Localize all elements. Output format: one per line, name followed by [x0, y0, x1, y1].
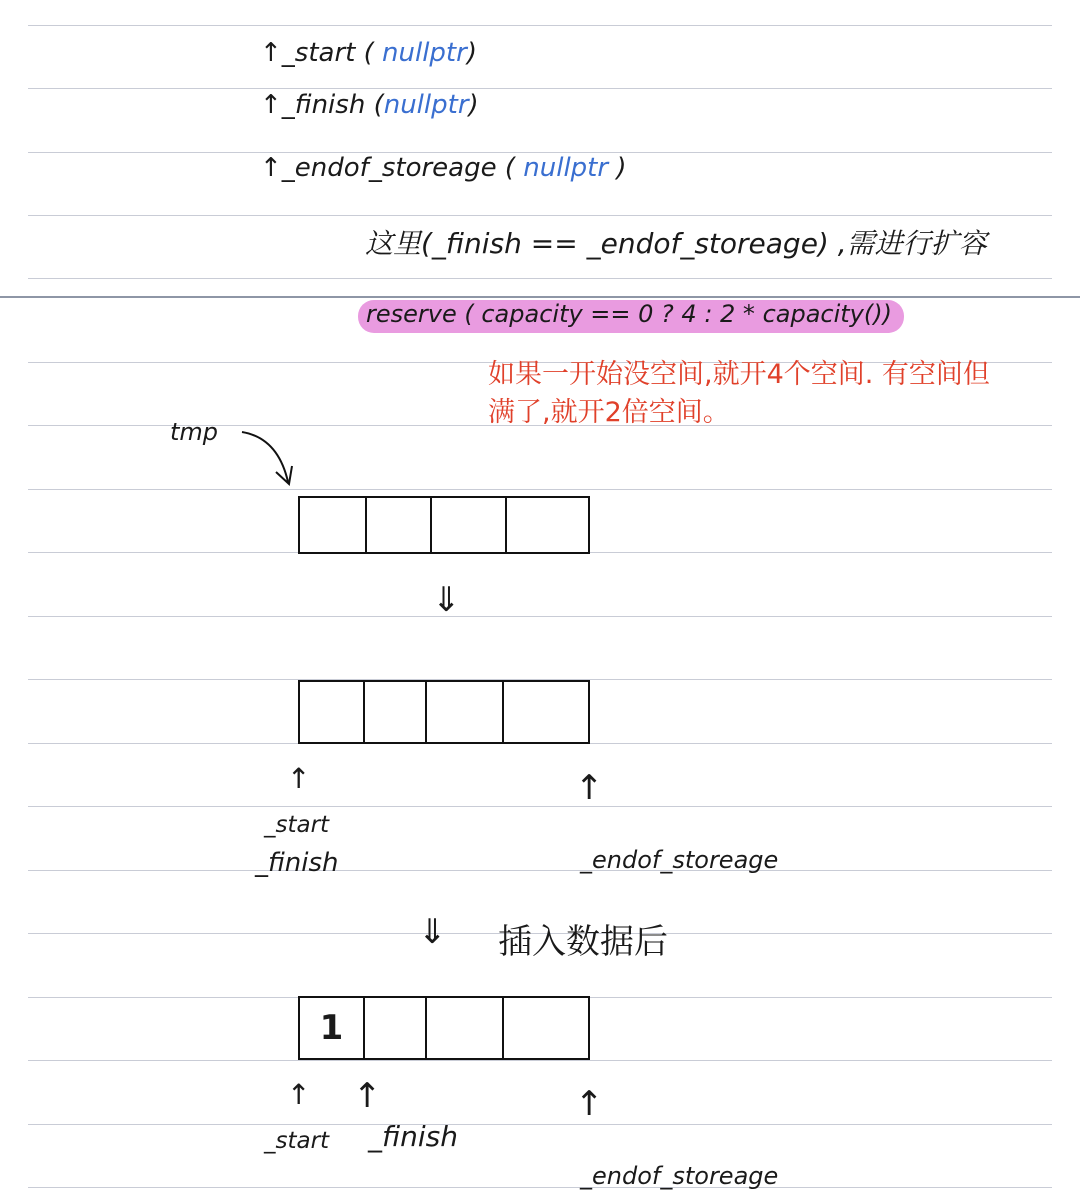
- up-arrow-icon: ↑: [353, 1076, 382, 1116]
- array-cell: [365, 682, 427, 742]
- start-label: _start: [264, 1128, 330, 1154]
- init-start-label: ↑_start (: [260, 38, 374, 68]
- endof-label: _endof_storeage: [580, 1162, 779, 1190]
- init-start: [260, 38, 477, 68]
- finish-label: _finish: [368, 1120, 458, 1153]
- nullptr-value: nullptr: [523, 153, 609, 183]
- ruled-line: [28, 25, 1052, 26]
- ruled-line: [28, 88, 1052, 89]
- paren: ): [468, 90, 479, 120]
- condition-note: 这里(_finish == _endof_storeage) ,需进行扩容: [365, 227, 987, 260]
- tmp-label: tmp: [170, 418, 219, 446]
- ruled-line: [28, 215, 1052, 216]
- reserve-call: reserve ( capacity == 0 ? 4 : 2 * capacity()): [366, 300, 892, 328]
- empty-array: [298, 680, 590, 744]
- explain-line-1: 如果一开始没空间,就开4个空间. 有空间但: [488, 359, 990, 390]
- tmp-arrow-icon: [238, 428, 298, 490]
- start-label: _start: [264, 812, 330, 838]
- array-cell: 1: [300, 998, 365, 1058]
- init-finish-label: ↑_finish (: [260, 90, 384, 120]
- ruled-line: [28, 616, 1052, 617]
- tmp-array: [298, 496, 590, 554]
- init-endof: [260, 153, 626, 183]
- array-cell: [427, 998, 504, 1058]
- ruled-line: [28, 870, 1052, 871]
- ruled-line: [28, 1187, 1052, 1188]
- up-arrow-icon: ↑: [287, 1078, 311, 1111]
- down-double-arrow-icon: ⇓: [418, 912, 447, 952]
- after-insert-label: 插入数据后: [498, 922, 668, 962]
- init-endof-label: ↑_endof_storeage (: [260, 153, 515, 183]
- explain-line-2: 满了,就开2倍空间。: [488, 397, 730, 428]
- array-cell: [427, 682, 504, 742]
- ruled-line: [28, 489, 1052, 490]
- page-divider: [0, 296, 1080, 298]
- ruled-line: [28, 806, 1052, 807]
- finish-label: _finish: [255, 848, 339, 878]
- array-cell: [432, 498, 507, 552]
- paren: ): [466, 38, 477, 68]
- array-cell: [365, 998, 427, 1058]
- inserted-array: [298, 996, 590, 1060]
- array-cell: [300, 498, 367, 552]
- endof-label: _endof_storeage: [580, 846, 779, 874]
- array-cell: [504, 998, 588, 1058]
- array-cell: [367, 498, 432, 552]
- array-cell: [300, 682, 365, 742]
- array-cell: [504, 682, 588, 742]
- nullptr-value: nullptr: [382, 38, 467, 68]
- up-arrow-icon: ↑: [575, 1084, 604, 1124]
- down-double-arrow-icon: ⇓: [432, 580, 461, 620]
- ruled-line: [28, 1060, 1052, 1061]
- array-cell: [507, 498, 588, 552]
- init-finish: [260, 90, 479, 120]
- up-arrow-icon: ↑: [287, 762, 311, 795]
- ruled-line: [28, 1124, 1052, 1125]
- ruled-line: [28, 278, 1052, 279]
- paren: ): [616, 153, 627, 183]
- up-arrow-icon: ↑: [575, 768, 604, 808]
- nullptr-value: nullptr: [383, 90, 469, 120]
